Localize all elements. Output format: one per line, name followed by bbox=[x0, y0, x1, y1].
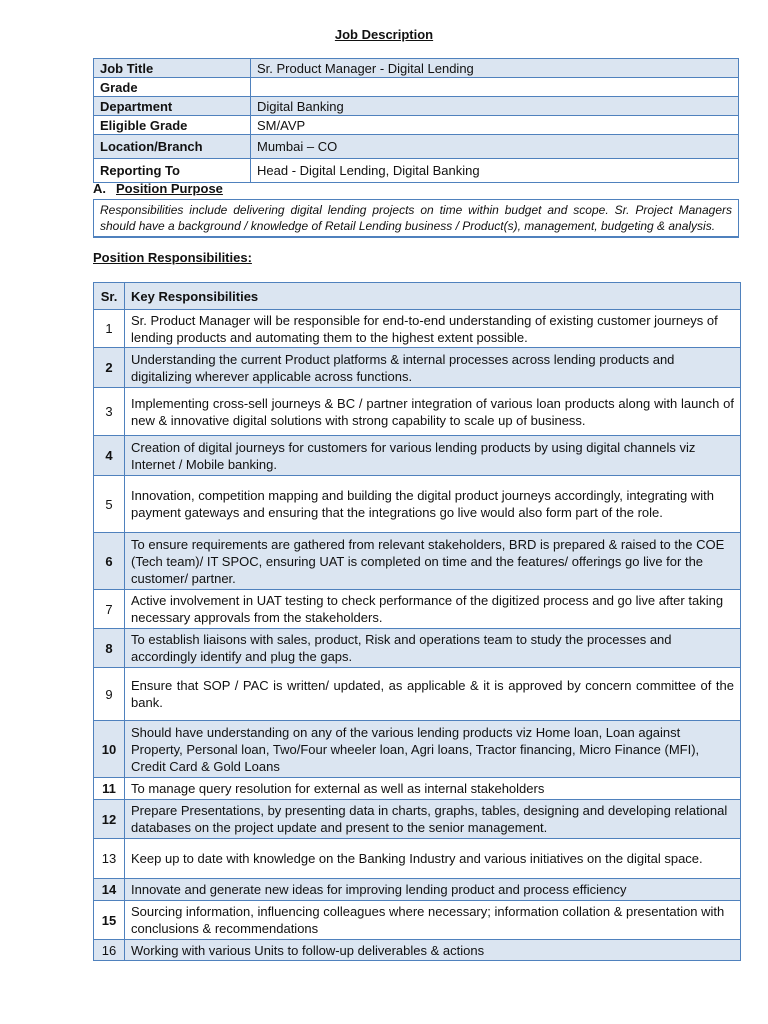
info-row-reporting-to bbox=[94, 159, 739, 183]
info-key: Grade bbox=[94, 78, 251, 97]
table-row bbox=[94, 476, 741, 533]
row-text: Innovate and generate new ideas for improving lending product and process efficiency bbox=[125, 879, 741, 901]
table-row bbox=[94, 348, 741, 388]
row-text: Creation of digital journeys for customers for various lending products by using digital channels viz Internet / Mobile banking. bbox=[125, 436, 741, 476]
table-row bbox=[94, 721, 741, 778]
row-text: Understanding the current Product platforms & internal processes across lending products and digitalizing wherever applicable across functions. bbox=[125, 348, 741, 388]
sr-header: Sr. bbox=[94, 283, 125, 310]
row-number: 10 bbox=[94, 721, 125, 778]
section-a-heading bbox=[93, 181, 223, 196]
info-row-eligible-grade bbox=[94, 116, 739, 135]
info-key: Job Title bbox=[94, 59, 251, 78]
info-key: Location/Branch bbox=[94, 135, 251, 159]
section-title: Position Purpose bbox=[116, 181, 223, 196]
table-row bbox=[94, 800, 741, 839]
table-row bbox=[94, 668, 741, 721]
row-text: To manage query resolution for external as well as internal stakeholders bbox=[125, 778, 741, 800]
table-row bbox=[94, 879, 741, 901]
info-key: Eligible Grade bbox=[94, 116, 251, 135]
info-value: SM/AVP bbox=[251, 116, 739, 135]
row-text: Working with various Units to follow-up deliverables & actions bbox=[125, 940, 741, 961]
row-text: Ensure that SOP / PAC is written/ updated, as applicable & it is approved by concern committee of the bank. bbox=[125, 668, 741, 721]
row-number: 6 bbox=[94, 533, 125, 590]
table-header-row bbox=[94, 283, 741, 310]
row-number: 12 bbox=[94, 800, 125, 839]
row-number: 2 bbox=[94, 348, 125, 388]
info-key: Department bbox=[94, 97, 251, 116]
info-value: Digital Banking bbox=[251, 97, 739, 116]
section-letter: A. bbox=[93, 181, 106, 196]
row-number: 3 bbox=[94, 388, 125, 436]
position-purpose-text: Responsibilities include delivering digital lending projects on time within budget and scope. Sr. Project Managers should have a background / knowledge of Retail Lending business / Product(s), management, budgeting & analysis. bbox=[93, 199, 739, 238]
row-number: 5 bbox=[94, 476, 125, 533]
table-row bbox=[94, 436, 741, 476]
key-responsibilities-header: Key Responsibilities bbox=[125, 283, 741, 310]
info-row-job-title bbox=[94, 59, 739, 78]
row-number: 9 bbox=[94, 668, 125, 721]
row-text: Implementing cross-sell journeys & BC / partner integration of various loan products along with launch of new & innovative digital solutions with strong capability to scale up of business. bbox=[125, 388, 741, 436]
table-row bbox=[94, 901, 741, 940]
row-number: 4 bbox=[94, 436, 125, 476]
table-row bbox=[94, 310, 741, 348]
row-text: Active involvement in UAT testing to check performance of the digitized process and go live after taking necessary approvals from the stakeholders. bbox=[125, 590, 741, 629]
row-number: 16 bbox=[94, 940, 125, 961]
row-number: 1 bbox=[94, 310, 125, 348]
table-row bbox=[94, 590, 741, 629]
info-value: Mumbai – CO bbox=[251, 135, 739, 159]
row-text: Sr. Product Manager will be responsible for end-to-end understanding of existing customer journeys of lending products and automating them to the highest extent possible. bbox=[125, 310, 741, 348]
table-row bbox=[94, 940, 741, 961]
row-number: 7 bbox=[94, 590, 125, 629]
row-text: Sourcing information, influencing colleagues where necessary; information collation & presentation with conclusions & recommendations bbox=[125, 901, 741, 940]
row-number: 14 bbox=[94, 879, 125, 901]
row-text: To establish liaisons with sales, product, Risk and operations team to study the processes and accordingly identify and plug the gaps. bbox=[125, 629, 741, 668]
table-row bbox=[94, 533, 741, 590]
info-value: Sr. Product Manager - Digital Lending bbox=[251, 59, 739, 78]
info-row-grade bbox=[94, 78, 739, 97]
document-title: Job Description bbox=[334, 27, 434, 42]
row-text: Prepare Presentations, by presenting data in charts, graphs, tables, designing and developing relational databases on the project update and present to the senior management. bbox=[125, 800, 741, 839]
row-number: 13 bbox=[94, 839, 125, 879]
job-info-table bbox=[93, 58, 739, 183]
table-row bbox=[94, 778, 741, 800]
table-row bbox=[94, 388, 741, 436]
info-value bbox=[251, 78, 739, 97]
info-row-department bbox=[94, 97, 739, 116]
row-text: Should have understanding on any of the various lending products viz Home loan, Loan against Property, Personal loan, Two/Four wheeler loan, Agri loans, Tractor financing, Micro Finance (MFI), Credit Card & Gold Loans bbox=[125, 721, 741, 778]
info-row-location bbox=[94, 135, 739, 159]
table-row bbox=[94, 839, 741, 879]
row-number: 11 bbox=[94, 778, 125, 800]
row-number: 8 bbox=[94, 629, 125, 668]
responsibilities-table bbox=[93, 282, 741, 961]
row-text: Keep up to date with knowledge on the Banking Industry and various initiatives on the digital space. bbox=[125, 839, 741, 879]
row-number: 15 bbox=[94, 901, 125, 940]
info-key: Reporting To bbox=[94, 159, 251, 183]
info-value: Head - Digital Lending, Digital Banking bbox=[251, 159, 739, 183]
row-text: To ensure requirements are gathered from relevant stakeholders, BRD is prepared & raised to the COE (Tech team)/ IT SPOC, ensuring UAT is completed on time and the features/ offerings go live for the customer/ partner. bbox=[125, 533, 741, 590]
table-row bbox=[94, 629, 741, 668]
responsibilities-label: Position Responsibilities: bbox=[93, 250, 252, 265]
row-text: Innovation, competition mapping and building the digital product journeys accordingly, integrating with payment gateways and ensuring that the integrations go live would also form part of the role. bbox=[125, 476, 741, 533]
